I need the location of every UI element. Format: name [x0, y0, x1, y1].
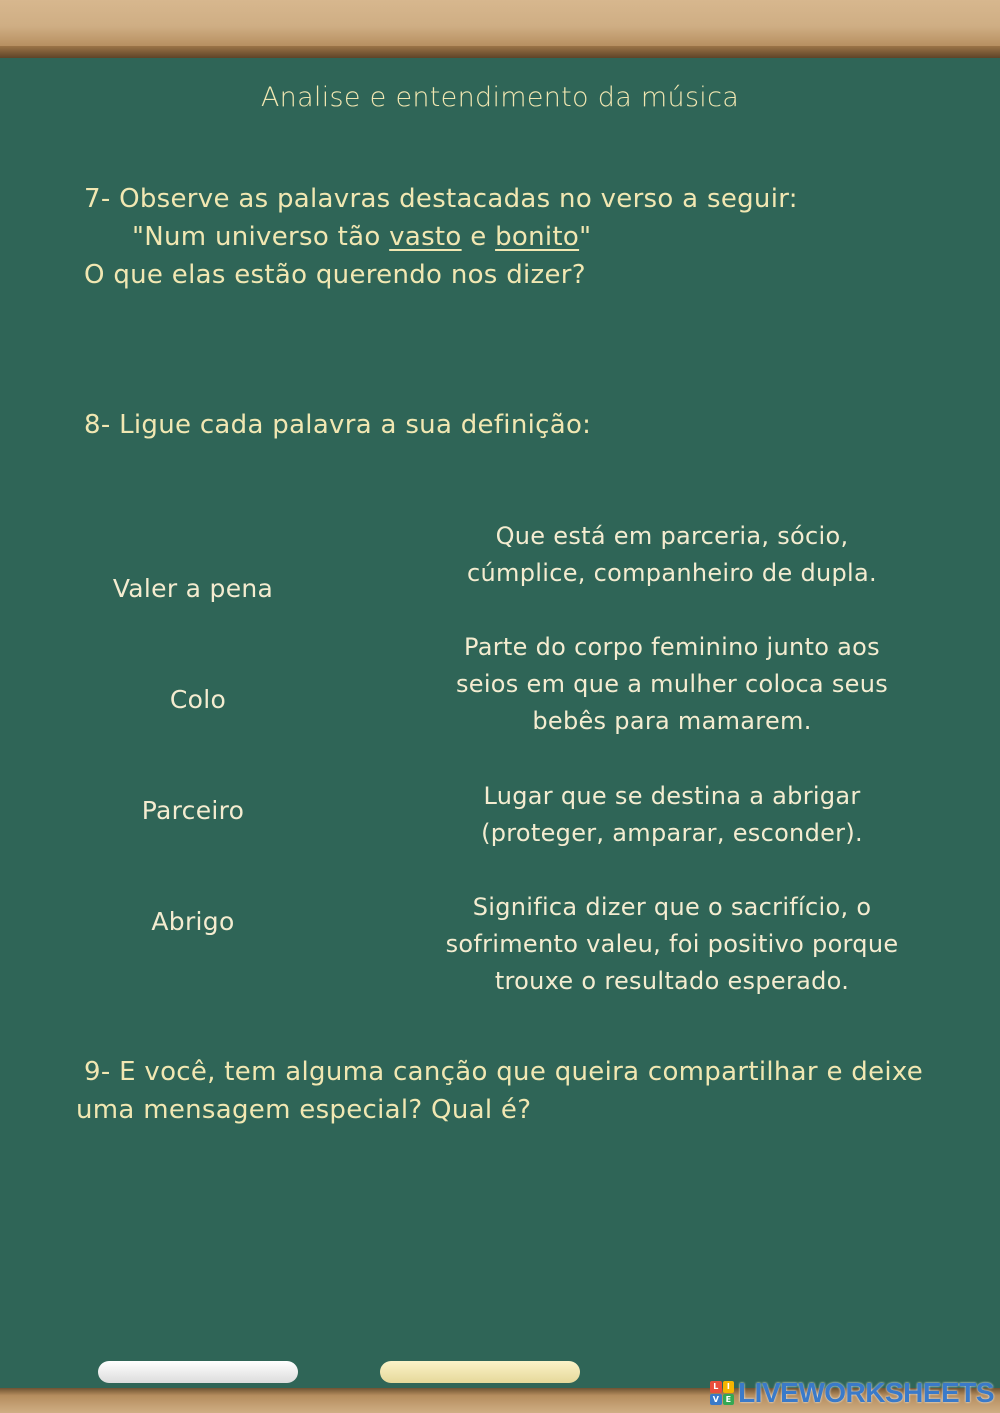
- definition-4-line: trouxe o resultado esperado.: [494, 967, 850, 995]
- page-title: Analise e entendimento da música: [260, 82, 740, 113]
- question-9-line: uma mensagem especial? Qual é?: [76, 1095, 532, 1125]
- definition-3[interactable]: [442, 778, 902, 852]
- definition-4-line: sofrimento valeu, foi positivo porque: [445, 930, 899, 958]
- liveworksheets-wordmark: LIVEWORKSHEETS: [738, 1377, 994, 1408]
- definition-2-line: seios em que a mulher coloca seus: [455, 670, 889, 698]
- definition-3-line: (proteger, amparar, esconder).: [481, 819, 863, 847]
- badge-letter: E: [723, 1394, 735, 1406]
- verse-text-start: "Num universo tão: [132, 222, 390, 252]
- definition-4[interactable]: [442, 889, 902, 1000]
- wood-frame-top: [0, 0, 1000, 58]
- word-parceiro[interactable]: Parceiro: [141, 796, 245, 825]
- definition-3-line: Lugar que se destina a abrigar: [483, 782, 861, 810]
- word-valer-a-pena[interactable]: Valer a pena: [112, 574, 274, 603]
- definition-1-line: cúmplice, companheiro de dupla.: [467, 559, 877, 587]
- question-9-line: 9- E você, tem alguma canção que queira compartilhar e deixe: [84, 1057, 924, 1087]
- question-7-prompt: O que elas estão querendo nos dizer?: [84, 260, 586, 290]
- yellow-chalk-icon: [380, 1361, 580, 1383]
- definition-2-line: Parte do corpo feminino junto aos: [464, 633, 880, 661]
- verse-text-mid: e: [461, 222, 496, 252]
- definition-2[interactable]: [442, 629, 902, 740]
- highlighted-word-vasto: vasto: [389, 222, 462, 252]
- liveworksheets-badge-icon: [710, 1381, 734, 1405]
- definition-1[interactable]: [442, 518, 902, 592]
- badge-letter: I: [723, 1381, 735, 1393]
- verse-text-end: ": [579, 222, 592, 252]
- definition-2-line: bebês para mamarem.: [532, 707, 812, 735]
- white-chalk-icon: [98, 1361, 298, 1383]
- definition-1-line: Que está em parceria, sócio,: [495, 522, 849, 550]
- question-8-prompt: 8- Ligue cada palavra a sua definição:: [84, 410, 592, 440]
- question-7-line: 7- Observe as palavras destacadas no verso a seguir:: [84, 184, 798, 214]
- definition-4-line: Significa dizer que o sacrifício, o: [472, 893, 872, 921]
- word-colo[interactable]: Colo: [169, 685, 227, 714]
- badge-letter: L: [710, 1381, 722, 1393]
- word-abrigo[interactable]: Abrigo: [151, 907, 235, 936]
- highlighted-word-bonito: bonito: [495, 222, 580, 252]
- badge-letter: V: [710, 1394, 722, 1406]
- liveworksheets-logo: [710, 1378, 994, 1408]
- question-7-verse: [132, 218, 591, 256]
